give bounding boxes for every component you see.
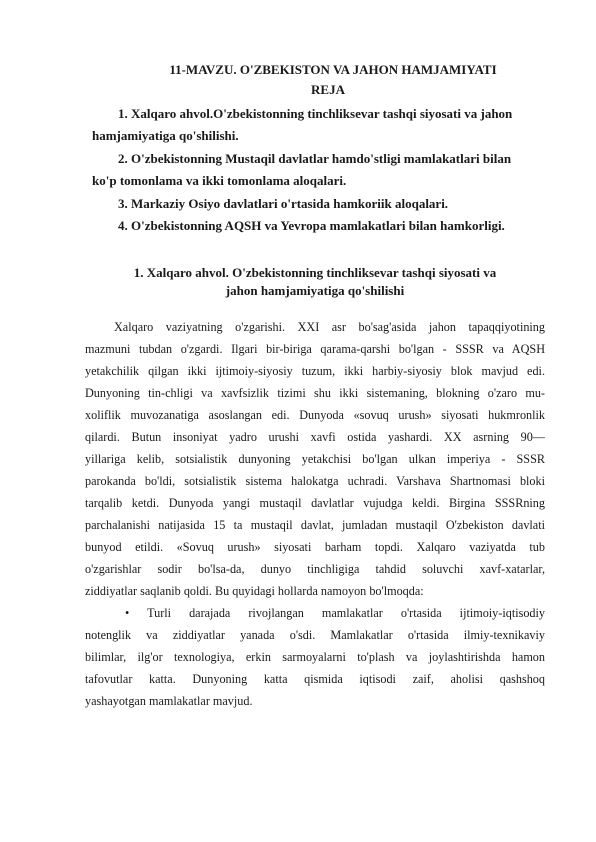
text-line: yillariga kelib, sotsialistik dunyoning yetakchisi bo'lgan ulkan imperiya - SSSR xyxy=(85,452,545,466)
text-line: xoliflik muvozanatiga asoslangan edi. Dunyoda «sovuq urush» siyosati hukmronlik xyxy=(85,408,545,422)
text-line: parchalanishi natijasida 15 ta mustaqil davlat, jumladan mustaqil O'zbekiston davlati xyxy=(85,518,545,532)
paragraph-international-situation xyxy=(85,316,545,602)
text-line: notenglik va ziddiyatlar yanada o'sdi. Mamlakatlar o'rtasida ilmiy-texnikaviy xyxy=(85,628,545,642)
text-line: tarqalib ketdi. Dunyoda yangi mustaqil davlatlar vujudga keldi. Birgina SSSRning xyxy=(85,496,545,510)
text-line: o'zgarishlar sodir bo'lsa-da, dunyo tinchligiga tahdid soluvchi xavf-xatarlar, xyxy=(85,562,545,576)
text-line: mazmuni tubdan o'zgardi. Ilgari bir-biriga qarama-qarshi bo'lgan - SSSR va AQSH xyxy=(85,342,545,356)
text-line: bunyod etildi. «Sovuq urush» siyosati barham topdi. Xalqaro vaziyatda tub xyxy=(85,540,545,554)
section-heading-line-2: jahon hamjamiyatiga qo'shilishi xyxy=(225,283,405,298)
plan-item-2-line-2: ko'p tomonlama va ikki tomonlama aloqalari. xyxy=(92,173,347,188)
plan-item-1-line-2: hamjamiyatiga qo'shilishi. xyxy=(92,128,239,143)
text-line: • Turli darajada rivojlangan mamlakatlar o'rtasida ijtimoiy-iqtisodiy xyxy=(125,606,545,620)
text-line: Dunyoning tin-chligi va xavfsizlik tizimi shu ikki sistemaning, blokning o'zaro mu- xyxy=(85,386,545,400)
text-line: Xalqaro vaziyatning o'zgarishi. XXI asr bo'sag'asida jahon tapaqqiyotining xyxy=(114,320,545,334)
plan-heading: REJA xyxy=(311,82,345,97)
document-title: 11-MAVZU. O'ZBEKISTON VA JAHON HAMJAMIYATI xyxy=(169,62,497,77)
plan-item-4: 4. O'zbekistonning AQSH va Yevropa mamlakatlari bilan hamkorligi. xyxy=(118,218,505,233)
plan-item-1-line-1: 1. Xalqaro ahvol.O'zbekistonning tinchliksevar tashqi siyosati va jahon xyxy=(118,106,513,121)
text-line: parokanda bo'ldi, sotsialistik sistema halokatga uchradi. Varshava Shartnomasi bloki xyxy=(85,474,545,488)
text-line: yashayotgan mamlakatlar mavjud. xyxy=(85,694,253,708)
text-line: ziddiyatlar saqlanib qoldi. Bu quyidagi hollarda namoyon bo'lmoqda: xyxy=(85,584,424,598)
text-line: yetakchilik qilgan ikki ijtimoiy-siyosiy tuzum, ikki harbiy-siyosiy blok mavjud edi. xyxy=(85,364,545,378)
plan-item-2-line-1: 2. O'zbekistonning Mustaqil davlatlar hamdo'stligi mamlakatlari bilan xyxy=(118,151,512,166)
text-line: qilardi. Butun insoniyat yadro urushi xavfi ostida yashardi. XX asrning 90— xyxy=(85,430,545,444)
plan-item-3: 3. Markaziy Osiyo davlatlari o'rtasida hamkoriik aloqalari. xyxy=(118,196,449,211)
text-line: bilimlar, ilg'or texnologiya, erkin sarmoyalarni to'plash va joylashtirishda hamon xyxy=(85,650,545,664)
section-heading-line-1: 1. Xalqaro ahvol. O'zbekistonning tinchliksevar tashqi siyosati va xyxy=(133,265,497,280)
paragraph-bullet-inequality xyxy=(85,602,545,712)
text-line: tafovutlar katta. Dunyoning katta qismida iqtisodi zaif, aholisi qashshoq xyxy=(85,672,545,686)
